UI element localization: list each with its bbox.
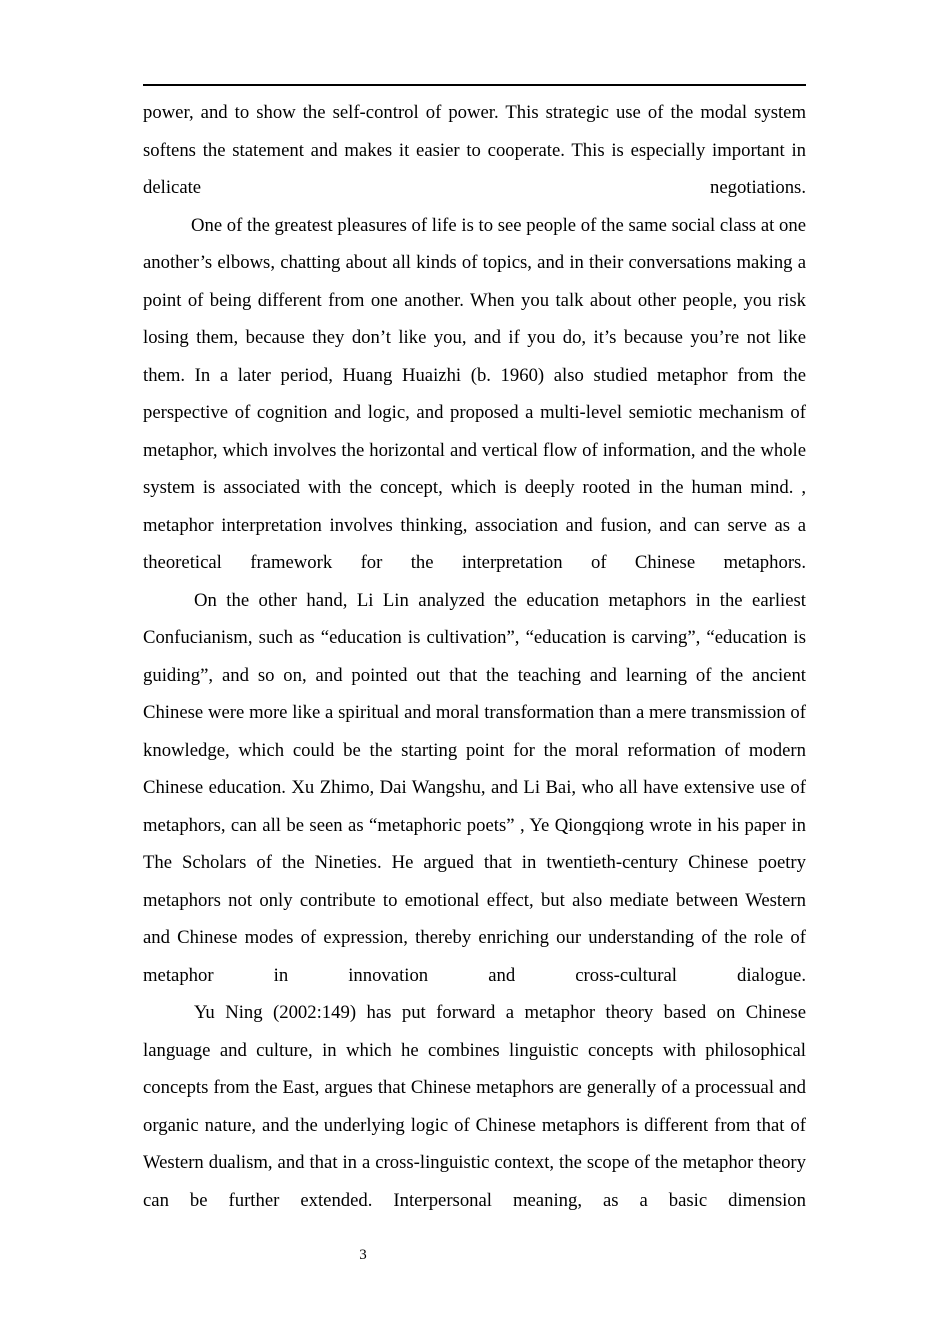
page-number: 3 — [359, 1247, 367, 1263]
header-rule-divider — [143, 84, 806, 86]
body-paragraph: power, and to show the self-control of power. This strategic use of the modal system softens the statement and makes it easier to cooperate. This is especially important in delicate negotiations. — [143, 102, 806, 198]
body-paragraph: One of the greatest pleasures of life is to see people of the same social class at one another’s elbows, chatting about all kinds of topics, and in their conversations making a point of being different from one another. When you talk about other people, you risk losing them, because they don’t like you, and if you do, it’s because you’re not like them. In a later period, Huang Huaizhi (b. 1960) also studied metaphor from the perspective of cognition and logic, and proposed a multi-level semiotic mechanism of metaphor, which involves the horizontal and vertical flow of information, and the whole system is associated with the concept, which is deeply rooted in the human mind. , metaphor interpretation involves thinking, association and fusion, and can serve as a theoretical framework for the interpretation of Chinese metaphors. — [143, 214, 806, 573]
body-text-column — [143, 94, 806, 1219]
body-paragraph: Yu Ning (2002:149) has put forward a metaphor theory based on Chinese language and culture, in which he combines linguistic concepts with philosophical concepts from the East, argues that Chinese metaphors are generally of a processual and organic nature, and the underlying logic of Chinese metaphors is different from that of Western dualism, and that in a cross-linguistic context, the scope of the metaphor theory can be further extended. Interpersonal meaning, as a basic dimension — [143, 1002, 806, 1211]
page-footer — [0, 1245, 950, 1285]
body-paragraph: On the other hand, Li Lin analyzed the education metaphors in the earliest Confucianism, such as “education is cultivation”, “education is carving”, “education is guiding”, and so on, and pointed out that the teaching and learning of the ancient Chinese were more like a spiritual and moral transformation than a mere transmission of knowledge, which could be the starting point for the moral reformation of modern Chinese education. Xu Zhimo, Dai Wangshu, and Li Bai, who all have extensive use of metaphors, can all be seen as “metaphoric poets” , Ye Qiongqiong wrote in his paper in The Scholars of the Nineties. He argued that in twentieth-century Chinese poetry metaphors not only contribute to emotional effect, but also mediate between Western and Chinese modes of expression, thereby enriching our understanding of the role of metaphor in innovation and cross-cultural dialogue. — [143, 589, 806, 986]
page-header — [0, 0, 950, 86]
